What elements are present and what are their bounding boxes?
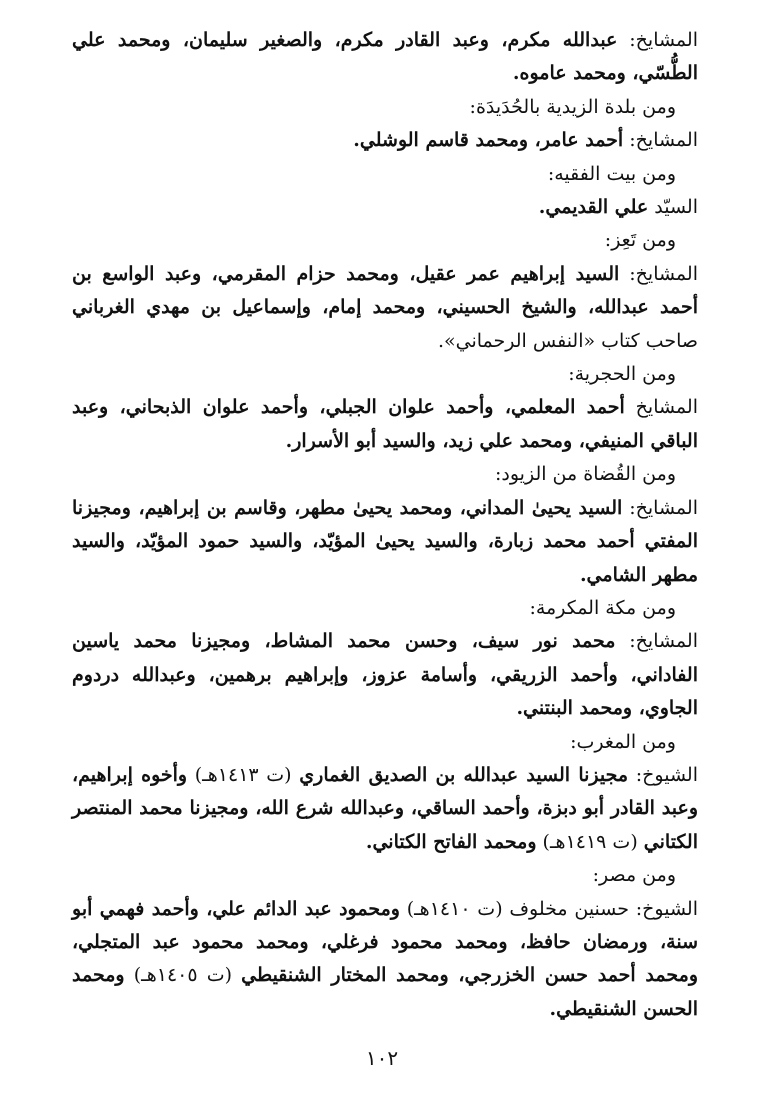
section-heading: ومن الحجرية: [568,363,676,386]
entry-lead: المشايخ: [615,630,698,653]
section-heading: ومن المغرب: [570,730,676,753]
entry-paragraph [72,492,698,592]
section-heading: ومن مكة المكرمة: [529,596,676,619]
entry-names: السيد إبراهيم عمر عقيل، ومحمد حزام المقرمي، وعبد الواسع بن أحمد عبدالله، والشيخ الحسيني، ومحمد إمام، وإسماعيل بن مهدي الغرباني [72,262,698,319]
entry-lead: المشايخ: [617,29,698,51]
entry-names: عبدالله مكرم، وعبد القادر مكرم، والصغير سليمان، ومحمد علي الطُّسّي، ومحمد عاموه. [72,29,698,85]
entry-lead: الشيوخ: [628,763,698,786]
entry-paragraph [72,391,698,458]
entry-names: ومحمد الفاتح الكتاني. [365,830,537,853]
entry-note: صاحب كتاب «النفس الرحماني». [437,329,698,352]
entry-lead: المشايخ: [623,129,698,152]
entry-lead: المشايخ: [622,496,698,519]
entry-lead: السيّد [648,196,698,219]
death-date: (ت ١٤١٠هـ) [399,897,510,920]
entry-lead: المشايخ: [619,262,698,285]
entry-names: أحمد المعلمي، وأحمد علوان الجبلي، وأحمد علوان الذبحاني، وعبد الباقي المنيفي، ومحمد علي زيد، والسيد أبو الأسرار. [72,396,698,452]
section-heading: ومن تَعِز: [604,229,676,252]
entry-paragraph [72,625,698,725]
entry-paragraph [72,759,698,859]
entry-names: ومحمود عبد الدائم علي، وأحمد فهمي أبو سنة، ورمضان حافظ، ومحمد محمود فرغلي، ومحمد محمود عبد المتجلي، ومحمد أحمد حسن الخزرجي، ومحمد المختار الشنقيطي [72,897,698,987]
section-heading: ومن بيت الفقيه: [547,162,676,185]
entry-names: ومحمد الحسن الشنقيطي. [72,964,698,1020]
entry-names: حسنين مخلوف [509,897,629,920]
entry-paragraph [72,24,698,91]
entry-paragraph [72,258,698,358]
page-body [72,24,698,1026]
entry-lead: المشايخ [624,396,698,419]
entry-names: أحمد عامر، ومحمد قاسم الوشلي. [353,129,624,152]
section-heading: ومن بلدة الزيدية بالحُدَيدَة: [469,95,676,118]
entry-names: مجيزنا السيد عبدالله بن الصديق الغماري [299,763,629,786]
entry-names: وأخوه إبراهيم، وعبد القادر أبو دبزة، وأحمد الساقي، وعبدالله شرع الله، ومجيزنا محمد المنتصر الكتاني [72,763,698,853]
section-heading: ومن مصر: [592,864,676,887]
page-number: ١٠٢ [365,1046,399,1070]
death-date: (ت ١٤٠٥هـ) [124,964,242,987]
entry-paragraph [72,893,698,1027]
entry-paragraph [72,124,698,157]
entry-names: علي القديمي. [538,196,649,219]
death-date: (ت ١٤١٩هـ) [536,830,644,853]
entry-paragraph [72,191,698,224]
entry-names: السيد يحيىٰ المداني، ومحمد يحيىٰ مطهر، وقاسم بن إبراهيم، ومجيزنا المفتي أحمد محمد زبارة، والسيد يحيىٰ المؤيّد، والسيد حمود المؤيّد، والسيد مطهر الشامي. [72,496,698,586]
section-heading: ومن القُضاة من الزيود: [495,463,676,486]
death-date: (ت ١٤١٣هـ) [187,763,300,786]
entry-lead: الشيوخ: [628,897,698,920]
entry-names: محمد نور سيف، وحسن محمد المشاط، ومجيزنا محمد ياسين الفاداني، وأحمد الزريقي، وأسامة عزوز، وإبراهيم برهمين، وعبدالله دردوم الجاوي، ومحمد البنتني. [72,630,698,720]
